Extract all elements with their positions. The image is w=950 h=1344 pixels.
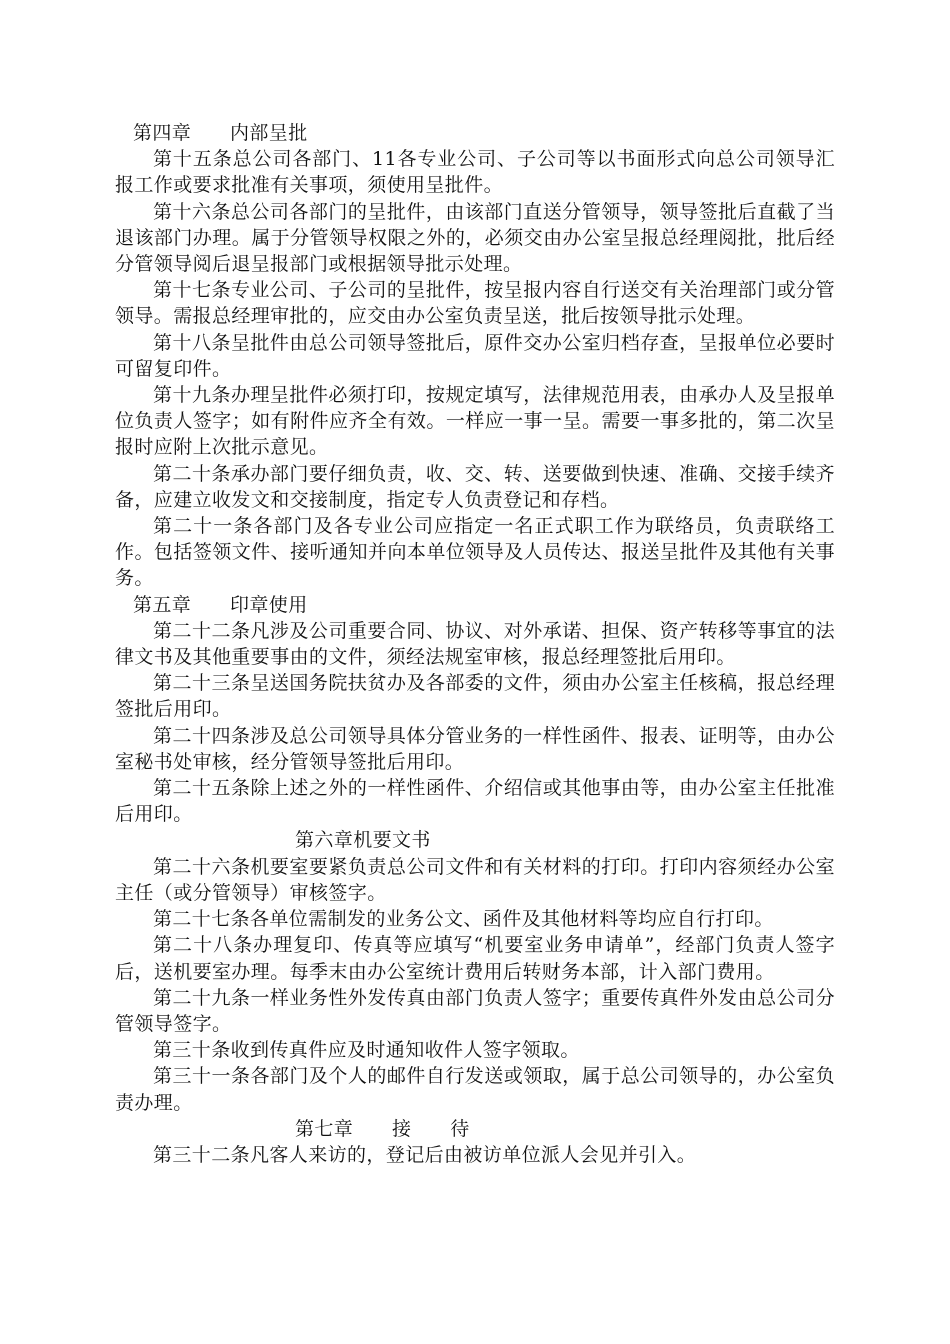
chapter-heading: 第四章 内部呈批	[133, 122, 308, 144]
article-paragraph: 第二十八条办理复印、传真等应填写“机要室业务申请单”，经部门负责人签字后，送机要室办理。每季末由办公室统计费用后转财务本部，计入部门费用。	[115, 934, 835, 983]
article-paragraph: 第二十四条涉及总公司领导具体分管业务的一样性函件、报表、证明等，由办公室秘书处审核，经分管领导签批后用印。	[115, 724, 835, 773]
article-paragraph: 第二十七条各单位需制发的业务公文、函件及其他材料等均应自行打印。	[153, 908, 774, 931]
article-paragraph: 第二十五条除上述之外的一样性函件、介绍信或其他事由等，由办公室主任批准后用印。	[115, 777, 835, 826]
article-paragraph: 第十七条专业公司、子公司的呈批件，按呈报内容自行送交有关治理部门或分管领导。需报总经理审批的，应交由办公室负责呈送，批后按领导批示处理。	[115, 279, 835, 328]
article-paragraph: 第二十条承办部门要仔细负责，收、交、转、送要做到快速、准确、交接手续齐备，应建立收发文和交接制度，指定专人负责登记和存档。	[115, 462, 835, 511]
article-paragraph: 第二十三条呈送国务院扶贫办及各部委的文件，须由办公室主任核稿，报总经理签批后用印。	[115, 672, 835, 721]
article-paragraph: 第二十六条机要室要紧负责总公司文件和有关材料的打印。打印内容须经办公室主任（或分管领导）审核签字。	[115, 855, 835, 904]
chapter-heading: 第七章 接 待	[295, 1117, 470, 1140]
article-paragraph: 第二十二条凡涉及公司重要合同、协议、对外承诺、担保、资产转移等事宜的法律文书及其他重要事由的文件，须经法规室审核，报总经理签批后用印。	[115, 619, 835, 669]
article-paragraph: 第十九条办理呈批件必须打印，按规定填写，法律规范用表，由承办人及呈报单位负责人签字；如有附件应齐全有效。一样应一事一呈。需要一事多批的，第二次呈报时应附上次批示意见。	[115, 384, 835, 459]
chapter-heading: 第六章机要文书	[295, 829, 431, 852]
chapter-heading: 第五章 印章使用	[133, 593, 308, 616]
article-paragraph: 第三十二条凡客人来访的，登记后由被访单位派人会见并引入。	[153, 1143, 697, 1166]
article-paragraph: 第十六条总公司各部门的呈批件，由该部门直送分管领导，领导签批后直截了当退该部门办理。属于分管领导权限之外的，必须交由办公室呈报总经理阅批，批后经分管领导阅后退呈报部门或根据领导批示处理。	[115, 200, 835, 276]
article-paragraph: 第三十条收到传真件应及时通知收件人签字领取。	[153, 1039, 580, 1062]
article-paragraph: 第十八条呈批件由总公司领导签批后，原件交办公室归档存查，呈报单位必要时可留复印件。	[115, 331, 835, 380]
article-paragraph: 第二十九条一样业务性外发传真由部门负责人签字；重要传真件外发由总公司分管领导签字。	[115, 986, 835, 1035]
article-paragraph: 第二十一条各部门及各专业公司应指定一名正式职工作为联络员，负责联络工作。包括签领文件、接听通知并向本单位领导及人员传达、报送呈批件及其他有关事务。	[115, 515, 835, 590]
document-page	[115, 120, 835, 1168]
article-paragraph: 第十五条总公司各部门、11各专业公司、子公司等以书面形式向总公司领导汇报工作或要求批准有关事项，须使用呈批件。	[115, 148, 835, 197]
article-paragraph: 第三十一条各部门及个人的邮件自行发送或领取，属于总公司领导的，办公室负责办理。	[115, 1065, 835, 1114]
